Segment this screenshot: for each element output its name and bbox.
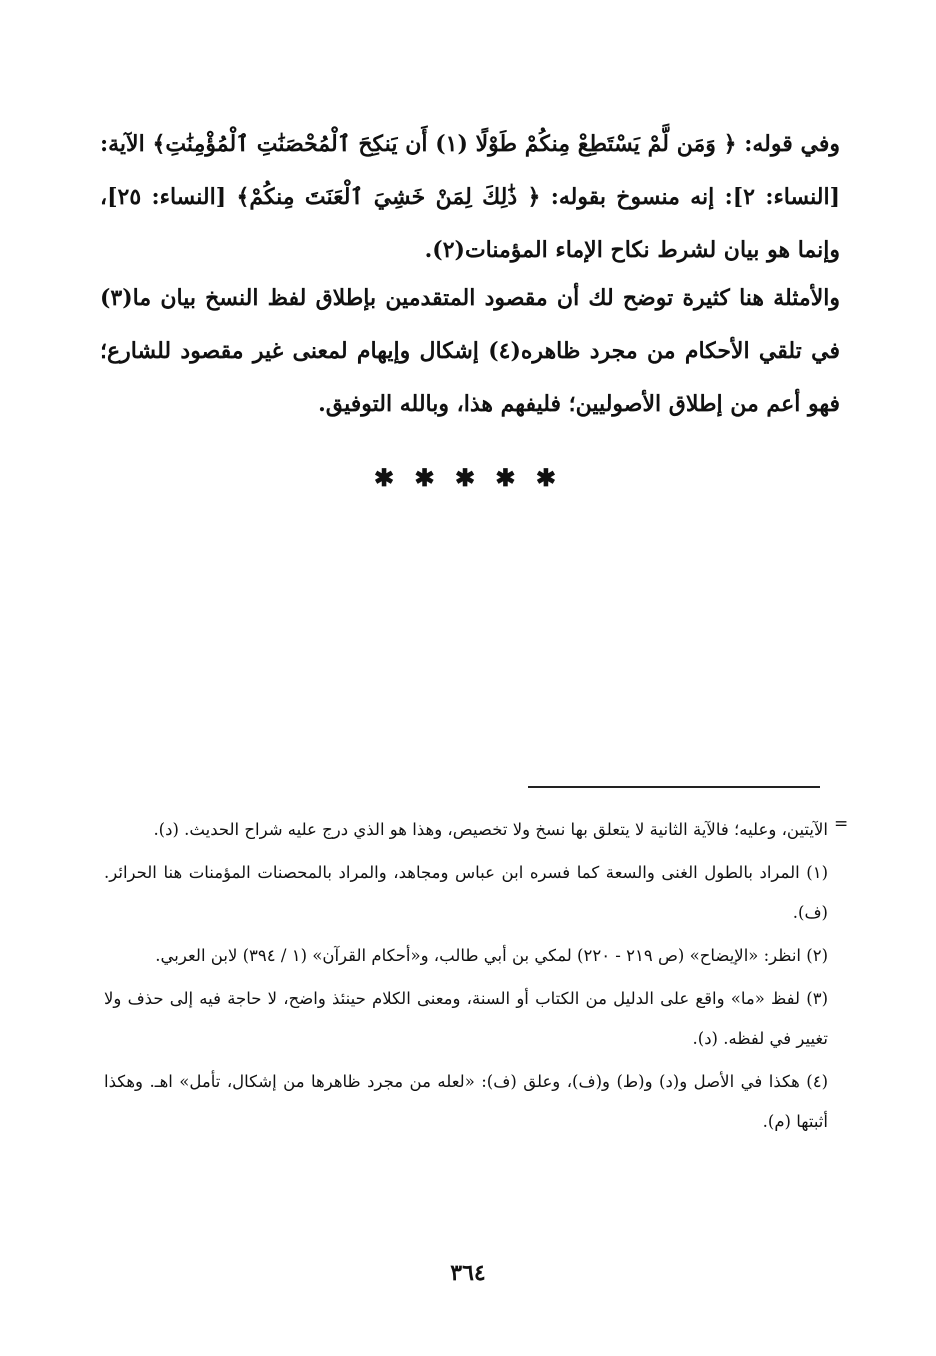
page-number: ٣٦٤ xyxy=(450,1260,486,1286)
footnote-continuation: الآيتين، وعليه؛ فالآية الثانية لا يتعلق بها نسخ ولا تخصيص، وهذا هو الذي درج عليه شراح الحديث. (د). xyxy=(153,820,828,839)
footnote-3: (٣) لفظ «ما» واقع على الدليل من الكتاب أو السنة، ومعنى الكلام حينئذ واضح، لا حاجة فيه إلى حذف ولا تغيير في لفظه. (د). xyxy=(104,989,828,1048)
footnote-1: (١) المراد بالطول الغنى والسعة كما فسره ابن عباس ومجاهد، والمراد بالمحصنات المؤمنات هنا الحرائر. (ف). xyxy=(104,863,828,922)
section-separator: ✱ ✱ ✱ ✱ ✱ xyxy=(374,463,562,492)
body-paragraph-1: وفي قوله: ﴿ وَمَن لَّمْ يَسْتَطِعْ مِنكُمْ طَوْلًا (١) أَن يَنكِحَ ٱلْمُحْصَنَٰتِ ٱلْمُؤْمِنَٰتِ﴾ الآية: [النساء: ٢]: إنه منسوخ بقوله: ﴿ ذَٰلِكَ لِمَنْ خَشِيَ ٱلْعَنَتَ مِنكُمْ﴾ [النساء: ٢٥]، وإنما هو بيان لشرط نكاح الإماء المؤمنات(٢). xyxy=(100,131,840,263)
footnote-4: (٤) هكذا في الأصل و(د) و(ط) و(ف)، وعلق (ف): «لعله من مجرد ظاهرها من إشكال، تأمل» اهـ. وهكذا أثبتها (م). xyxy=(104,1072,828,1131)
footnote-continuation-marker: = xyxy=(834,814,849,834)
footnote-2: (٢) انظر: «الإيضاح» (ص ٢١٩ - ٢٢٠) لمكي بن أبي طالب، و«أحكام القرآن» (١ / ٣٩٤) لابن العربي. xyxy=(155,946,828,965)
body-paragraph-2: والأمثلة هنا كثيرة توضح لك أن مقصود المتقدمين بإطلاق لفظ النسخ بيان ما(٣) في تلقي الأحكام من مجرد ظاهره(٤) إشكال وإيهام لمعنى غير مقصود للشارع؛ فهو أعم من إطلاق الأصوليين؛ فليفهم هذا، وبالله التوفيق. xyxy=(100,285,840,417)
footnotes-block xyxy=(104,810,828,1145)
footnote-rule xyxy=(528,786,820,788)
